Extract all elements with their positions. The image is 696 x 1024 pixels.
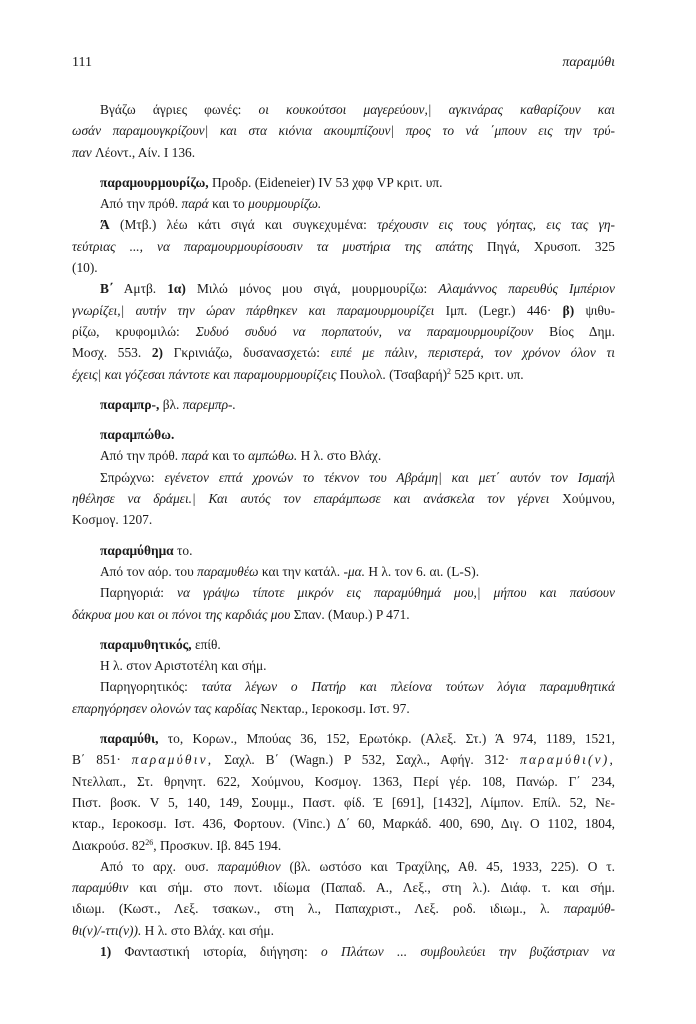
text-line — [72, 540, 615, 561]
dictionary-entry — [72, 172, 615, 215]
italic-text: παραμύθ- — [563, 901, 615, 917]
text: Από τον αόρ. του — [100, 563, 198, 579]
text-line — [72, 172, 615, 193]
text: Λέοντ., Αίν. I 136. — [95, 144, 196, 160]
page-number: 111 — [72, 55, 92, 70]
italic-text: παραμύθιν — [72, 880, 129, 896]
text: Η λ. στον Αριστοτέλη και σήμ. — [100, 658, 267, 674]
text-line — [72, 509, 615, 530]
text: και το — [208, 448, 249, 464]
text: και σήμ. στο ποντ. ιδίωμα (Παπαδ. Α., Λεξ., στη λ.). Διάφ. τ. και σήμ. — [128, 880, 615, 896]
text-line — [72, 856, 615, 877]
text: ιδιωμ. (Κωστ., Λεξ. τσακων., στη λ., Παπαχριστ., Λεξ. ροδ. ιδιωμ., λ. — [72, 901, 564, 917]
bold-text: Β΄ — [100, 281, 114, 297]
text: Από την πρόθ. — [100, 196, 182, 212]
italic-text: -μα. — [343, 563, 366, 579]
text: Από το αρχ. ουσ. — [100, 858, 218, 874]
entry-paragraph — [72, 214, 615, 278]
italic-text: ειπέ με πάλιν, περιστερά, τον χρόνον όλον τι — [330, 345, 615, 361]
bold-text: 2) — [151, 345, 164, 361]
superscript: 2 — [447, 366, 452, 376]
italic-text: δάκρυα μου και οι πόνοι της καρδιάς μου — [72, 606, 294, 622]
italic-text: έχεις| και γόζεσαι πάντοτε και παραμουρμουρίζεις — [72, 366, 340, 382]
text-line — [72, 749, 615, 770]
text-line — [72, 728, 615, 749]
text: Γκρινιάζω, δυσανασχετώ: — [163, 345, 331, 361]
text: το. — [173, 542, 193, 558]
text: (10). — [72, 260, 98, 276]
bold-text: Ά — [100, 217, 110, 233]
text-line — [72, 142, 615, 163]
italic-text: ηθέλησε να δράμει.| Και αυτός τον επαράμπωσε και ανάσκελα τον γέρνει — [72, 491, 563, 507]
text: Σαχλ. Β΄ (Wagn.) P 532, Σαχλ., Αφήγ. 312· — [213, 752, 521, 768]
italic-text: ο Πλάτων ... συμβουλεύει την βυζάστριαν να — [321, 943, 615, 959]
text-line — [72, 898, 615, 919]
text: Μοσχ. 553. — [72, 345, 152, 361]
italic-text: παν — [72, 144, 96, 160]
text: (βλ. ωστόσο και Τραχίλης, Αθ. 45, 1933, 225). Ο τ. — [280, 858, 615, 874]
text-line — [72, 321, 615, 342]
headword: παραμύθι, — [100, 731, 159, 747]
text: Φανταστική ιστορία, διήγηση: — [111, 943, 322, 959]
text: , Προσκυν. Ιβ. 845 194. — [153, 837, 282, 853]
italic-text: τρέχουσιν εις τους γόητας, εις τας γη- — [377, 217, 615, 233]
text-line — [72, 257, 615, 278]
text: Μιλώ μόνος μου σιγά, μουρμουρίζω: — [185, 281, 439, 297]
entry-paragraph — [72, 467, 615, 531]
text: Ιμπ. (Legr.) 446· — [445, 302, 563, 318]
page-header — [72, 55, 615, 75]
text: Νεκταρ., Ιεροκοσμ. Ιστ. 97. — [260, 700, 410, 716]
text: και την κατάλ. — [258, 563, 344, 579]
text: Παρηγοριά: — [100, 585, 178, 601]
text-line — [72, 877, 615, 898]
text-line — [72, 561, 615, 582]
text-line — [72, 236, 615, 257]
italic-text: τεύτριας ..., να παραμουρμουρίσουσιν τα μυστήρια της απάτης — [72, 238, 487, 254]
text: Σπρώχνω: — [100, 469, 165, 485]
text-line — [72, 214, 615, 235]
text: Ντελλαπ., Στ. θρηνητ. 622, Χούμνου, Κοσμογ. 1363, Περί γέρ. 108, Πανώρ. Γ΄ 234, — [72, 773, 615, 789]
dictionary-entry — [72, 424, 615, 467]
italic-text: Αλαμάννος παρευθύς Ιμπέριον — [438, 281, 615, 297]
text: επίθ. — [191, 636, 221, 652]
italic-text: παρά — [181, 196, 209, 212]
italic-text: θι(ν)/-ττι(ν)). — [72, 922, 142, 938]
text-line — [72, 342, 615, 363]
text: (Μτβ.) λέω κάτι σιγά και συγκεχυμένα: — [109, 217, 378, 233]
text-line — [72, 582, 615, 603]
text: Η λ. στο Βλάχ. — [297, 448, 382, 464]
italic-text: ταύτα λέγων ο Πατήρ και πλείονα τούτων λόγια παραμυθητικά — [201, 679, 615, 695]
entry-paragraph — [72, 99, 615, 163]
headword: παραμπρ-, — [100, 396, 160, 412]
headword: παραμουρμουρίζω, — [100, 174, 209, 190]
text-line — [72, 364, 615, 385]
text: Β΄ 851· — [72, 752, 132, 768]
text-line — [72, 445, 615, 466]
text: Η λ. στο Βλάχ. και σήμ. — [141, 922, 274, 938]
text: Σπαν. (Μαυρ.) P 471. — [293, 606, 410, 622]
italic-text: να γράψω τίποτε μικρόν εις παραμύθημά μου,| μήπου και παύσουν — [177, 585, 615, 601]
entry-paragraph — [72, 582, 615, 625]
italic-text: παραμυθέω — [197, 563, 259, 579]
text: Από την πρόθ. — [100, 448, 182, 464]
text-line — [72, 467, 615, 488]
text: Προδρ. (Eideneier) IV 53 χφφ VP κριτ. υπ. — [208, 174, 443, 190]
italic-text: γνωρίζει,| αυτήν την ώραν πάρθηκεν και παραμουρμουρίζει — [72, 302, 446, 318]
text: Παρηγορητικός: — [100, 679, 202, 695]
text-line — [72, 394, 615, 415]
spaced-italic-text: παραμύθιν, — [131, 752, 214, 768]
text: 525 κριτ. υπ. — [451, 366, 524, 382]
text-line — [72, 193, 615, 214]
text: ρίζω, κρυφομιλώ: — [72, 323, 196, 339]
dictionary-entry — [72, 540, 615, 583]
dictionary-entry — [72, 394, 615, 415]
entry-paragraph — [72, 676, 615, 719]
text-line — [72, 698, 615, 719]
text: Πιστ. βοσκ. V 5, 140, 149, Σουμμ., Παστ. φίδ. Έ [691], [1432], Λίμπον. Επίλ. 52, Νε- — [72, 794, 615, 810]
text: Χούμνου, — [562, 491, 615, 507]
dictionary-body — [72, 99, 615, 962]
text-line — [72, 278, 615, 299]
italic-text: παρά — [181, 448, 209, 464]
bold-text: β) — [562, 302, 575, 318]
text-line — [72, 634, 615, 655]
italic-text: εγένετον επτά χρονών το τέκνον του Αβράμη| και μετ΄ αυτόν τον Ισμαήλ — [164, 469, 615, 485]
bold-text: 1α) — [167, 281, 186, 297]
dictionary-entry — [72, 728, 615, 856]
text: βλ. — [159, 396, 183, 412]
text: Πουλολ. (Τσαβαρή) — [339, 366, 448, 382]
text-line — [72, 604, 615, 625]
text-line — [72, 424, 615, 445]
italic-text: ωσάν παραμουγκρίζουν| και στα κιόνια ακουμπίζουν| προς το νά ΄μπουν εις την τρύ- — [72, 123, 615, 139]
superscript: 26 — [145, 837, 154, 847]
entry-paragraph — [72, 278, 615, 384]
text-line — [72, 941, 615, 962]
text: Βίος Δημ. — [549, 323, 615, 339]
text-line — [72, 300, 615, 321]
entry-paragraph — [72, 941, 615, 962]
italic-text: οι κουκούτσοι μαγερεύουν,| αγκινάρας καθαρίζουν και — [258, 102, 615, 117]
italic-text: παραμύθιον — [217, 858, 281, 874]
text: και το — [208, 196, 249, 212]
text-line — [72, 488, 615, 509]
text-line — [72, 920, 615, 941]
text-line — [72, 676, 615, 697]
text-line — [72, 771, 615, 792]
text: κταρ., Ιεροκοσμ. Ιστ. 436, Φορτουν. (Vinc.) Δ΄ 60, Μαρκάδ. 400, 690, Διγ. Ο 1102, 1804, — [72, 816, 615, 832]
headword: παραμύθημα — [100, 542, 174, 558]
text: Η λ. τον 6. αι. (L-S). — [365, 563, 480, 579]
headword: παραμπώθω. — [100, 427, 175, 443]
text: ψιθυ- — [574, 302, 615, 318]
text-line — [72, 835, 615, 856]
text: Βγάζω άγριες φωνές: — [100, 102, 259, 117]
italic-text: μουρμουρίζω. — [248, 196, 322, 212]
italic-text: παρεμπρ-. — [182, 396, 236, 412]
text: Πηγά, Χρυσοπ. 325 — [486, 238, 615, 254]
text-line — [72, 655, 615, 676]
text-line — [72, 99, 615, 120]
text: το, Κορων., Μπούας 36, 152, Ερωτόκρ. (Αλεξ. Στ.) Ά 974, 1189, 1521, — [158, 731, 615, 747]
dictionary-entry — [72, 634, 615, 677]
spaced-italic-text: παραμύθι(ν), — [520, 752, 615, 768]
italic-text: Συδυό συδυό να πορπατούν, να παραμουρμουρίζουν — [195, 323, 550, 339]
text-line — [72, 120, 615, 141]
text-line — [72, 792, 615, 813]
text: Διακρούσ. 82 — [72, 837, 146, 853]
entry-paragraph — [72, 856, 615, 941]
text-line — [72, 813, 615, 834]
italic-text: επαρηγόρησεν ολονών τας καρδίας — [72, 700, 261, 716]
italic-text: αμπώθω. — [248, 448, 298, 464]
headword: παραμυθητικός, — [100, 636, 192, 652]
bold-text: 1) — [100, 943, 112, 959]
text: Κοσμογ. 1207. — [72, 512, 153, 528]
running-head: παραμύθι — [562, 55, 615, 70]
text: Αμτβ. — [113, 281, 168, 297]
